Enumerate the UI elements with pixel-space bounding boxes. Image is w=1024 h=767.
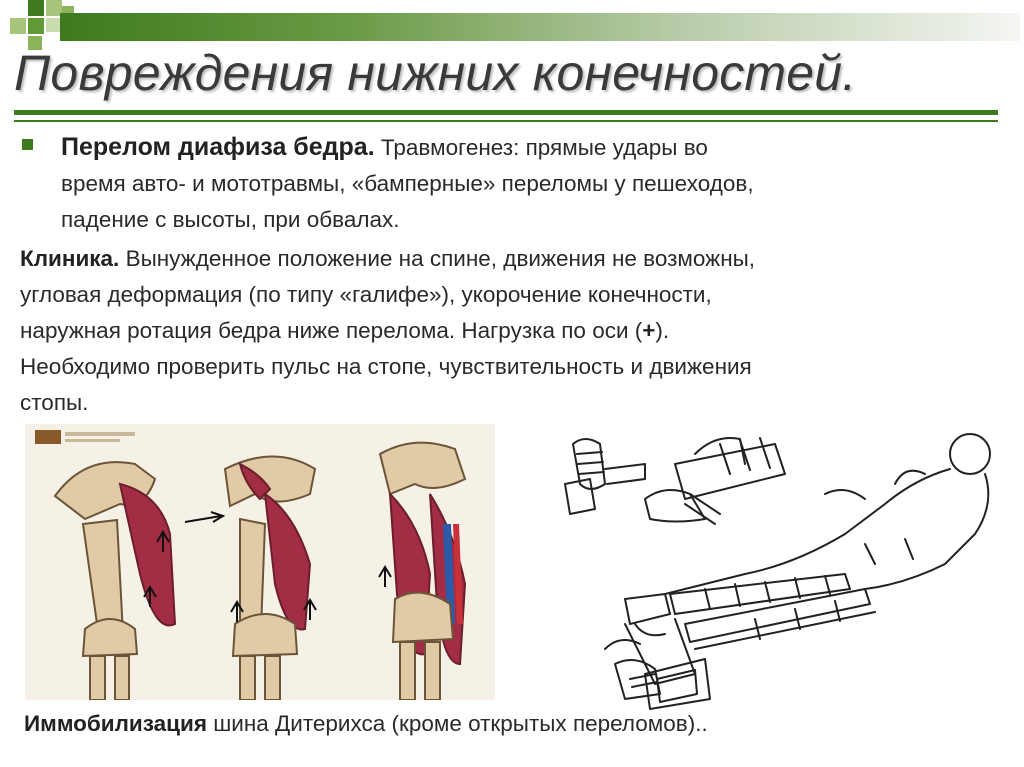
bullet-line-2: время авто- и мототравмы, «бамперные» переломы у пешеходов, [61,171,754,196]
fracture-bullet [22,129,1002,238]
patient-figure [605,434,990,699]
bullet-paragraph [61,129,1002,238]
immobilization-text: шина Дитерихса (кроме открытых переломов).. [213,711,708,736]
bullet-line-3: падение с высоты, при обвалах. [61,207,400,232]
hand-adjusting-splint [645,438,785,524]
title-divider-thick [14,110,998,115]
clinic-line-3b: ). [655,318,670,343]
femur-fracture-illustration [25,424,495,700]
slide-title: Повреждения нижних конечностей. [14,45,857,101]
diterichs-splint-illustration [545,424,1010,714]
clinic-paragraph [20,241,1010,421]
foot-splint-detail [565,439,645,514]
immobilization-line [24,708,708,740]
clinic-line-1: Вынужденное положение на спине, движения не возможны, [125,246,756,271]
bullet-line-1: Травмогенез: прямые удары во [380,135,708,160]
immobilization-heading: Иммобилизация [24,711,207,736]
clinic-heading: Клиника. [20,246,120,271]
clinic-line-2: угловая деформация (по типу «галифе»), укорочение конечности, [20,282,712,307]
clinic-plus-sign: + [642,318,656,343]
clinic-line-3a: наружная ротация бедра ниже перелома. Нагрузка по оси ( [20,318,643,343]
clinic-line-5: стопы. [20,390,89,415]
bullet-heading: Перелом диафиза бедра. [61,133,375,161]
header-gradient-bar [60,13,1020,41]
title-divider-thin [14,120,998,122]
bullet-square-icon [22,139,33,150]
clinic-line-4: Необходимо проверить пульс на стопе, чувствительность и движения [20,354,752,379]
